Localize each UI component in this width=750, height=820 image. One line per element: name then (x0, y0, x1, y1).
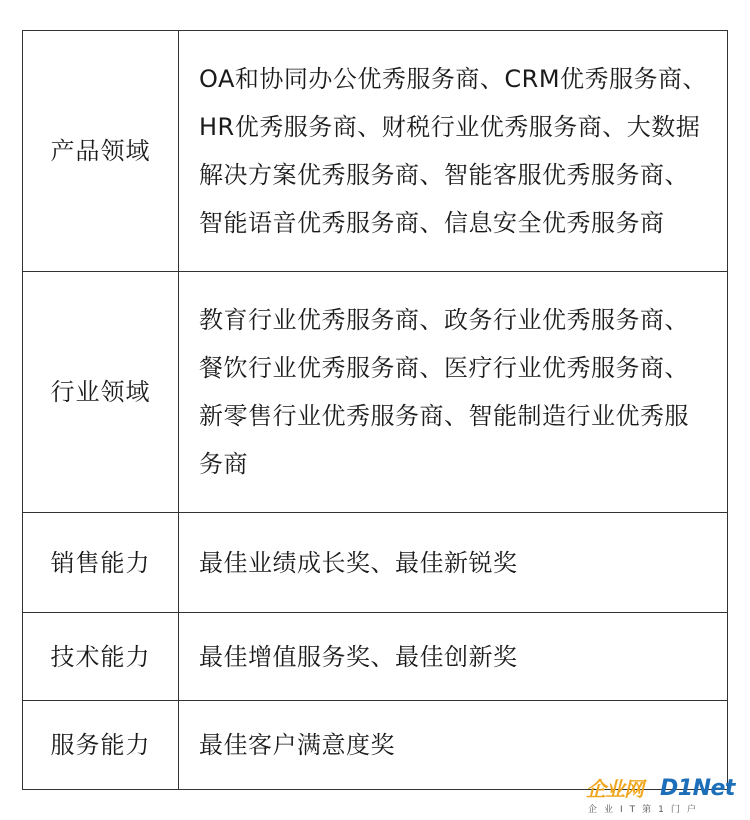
watermark-cn-text: 企业网 (586, 777, 643, 801)
table-row (23, 513, 728, 613)
category-cell: 行业领域 (23, 272, 179, 513)
watermark-wordmark (586, 776, 748, 802)
awards-cell: 最佳客户满意度奖 (179, 701, 728, 790)
category-cell: 技术能力 (23, 613, 179, 701)
table-row (23, 613, 728, 701)
award-categories-table (22, 30, 728, 790)
d1net-watermark-logo (586, 776, 748, 818)
category-cell: 服务能力 (23, 701, 179, 790)
category-cell: 产品领域 (23, 31, 179, 272)
watermark-subtitle: 企业IT第1门户 (588, 805, 703, 815)
awards-cell: OA和协同办公优秀服务商、CRM优秀服务商、HR优秀服务商、财税行业优秀服务商、大数据解决方案优秀服务商、智能客服优秀服务商、智能语音优秀服务商、信息安全优秀服务商 (179, 31, 728, 272)
table-row (23, 31, 728, 272)
awards-cell: 最佳业绩成长奖、最佳新锐奖 (179, 513, 728, 613)
awards-cell: 教育行业优秀服务商、政务行业优秀服务商、餐饮行业优秀服务商、医疗行业优秀服务商、新零售行业优秀服务商、智能制造行业优秀服务商 (179, 272, 728, 513)
awards-cell: 最佳增值服务奖、最佳创新奖 (179, 613, 728, 701)
table-row (23, 272, 728, 513)
category-cell: 销售能力 (23, 513, 179, 613)
watermark-en-text: D1Net (660, 776, 735, 801)
